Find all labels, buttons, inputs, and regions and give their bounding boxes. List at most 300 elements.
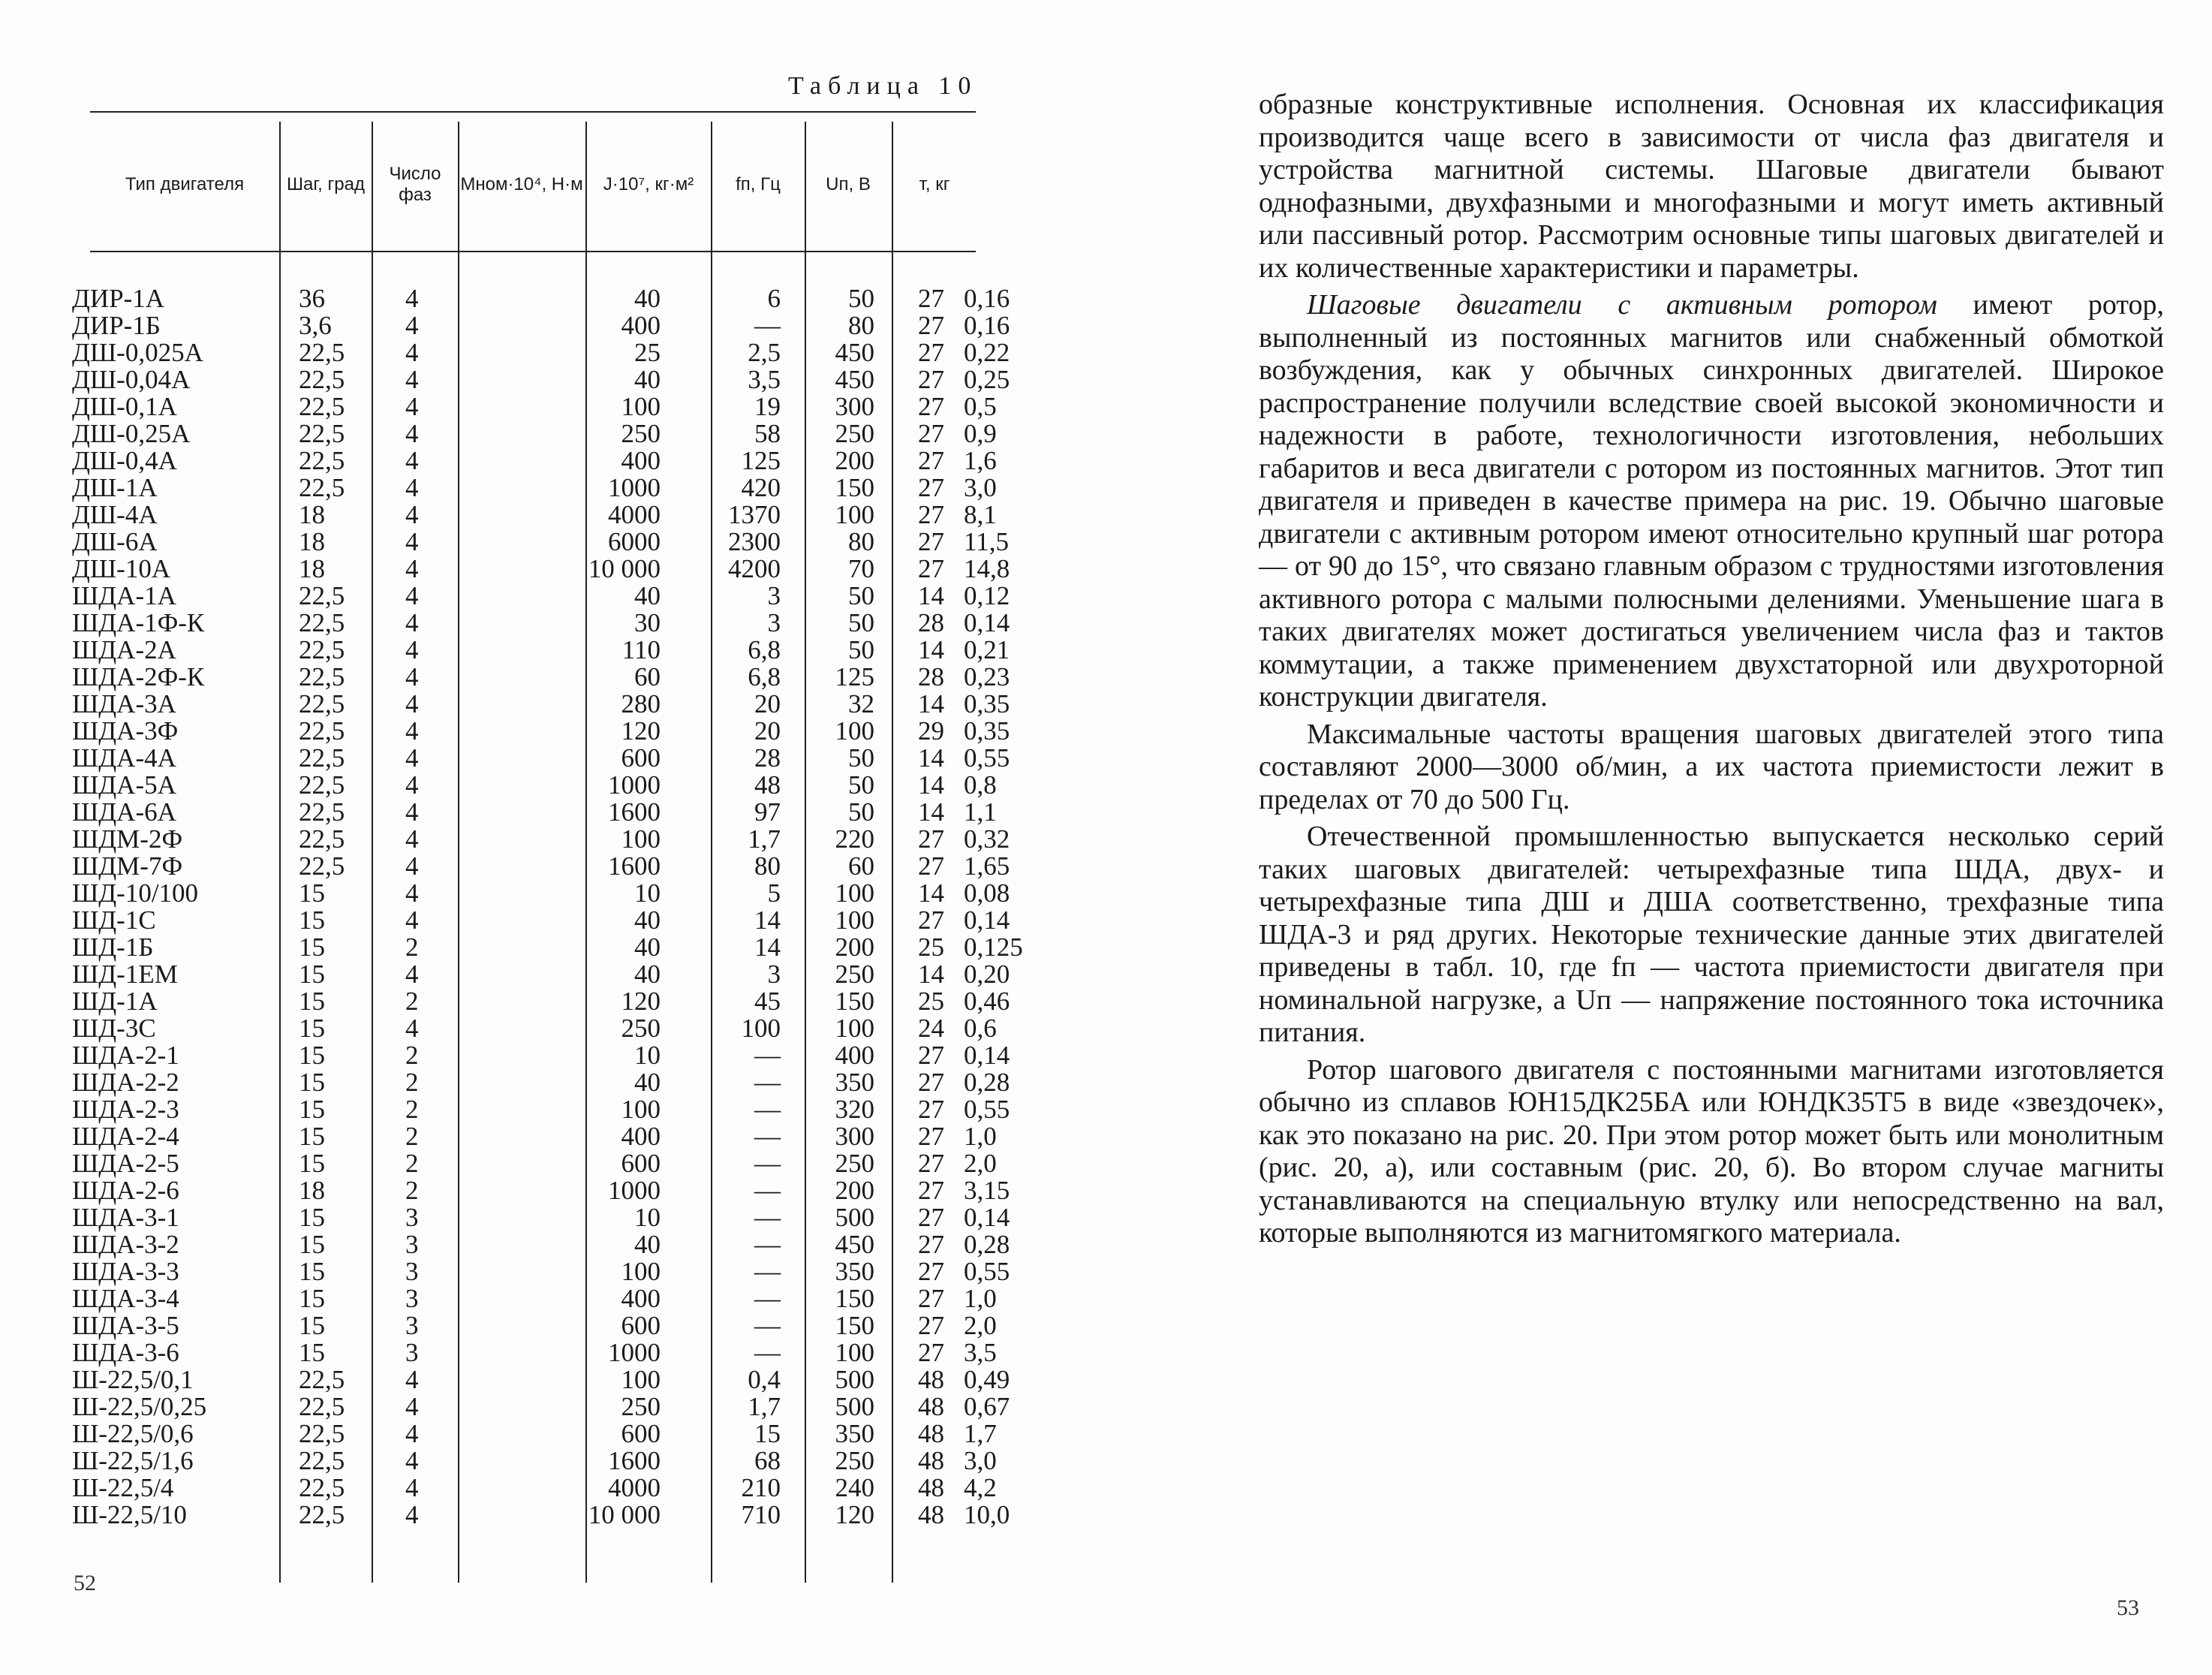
cell-step: 22,5	[299, 1500, 345, 1529]
cell-step: 15	[299, 987, 325, 1016]
cell-phases: 4	[405, 1014, 419, 1043]
cell-frequency: 100	[835, 716, 874, 746]
cell-type: ШДА-3-3	[72, 1257, 179, 1286]
cell-m-nom: 40	[634, 1068, 661, 1097]
cell-phases: 4	[405, 1419, 419, 1448]
cell-inertia: 1370	[728, 500, 781, 529]
cell-mass: 0,46	[964, 987, 1010, 1016]
cell-phases: 3	[405, 1338, 419, 1367]
cell-frequency: 50	[848, 581, 874, 610]
cell-frequency: 450	[835, 1230, 874, 1259]
cell-voltage: 48	[918, 1473, 944, 1502]
cell-voltage: 27	[918, 554, 944, 583]
cell-voltage: 27	[918, 392, 944, 421]
cell-frequency: 350	[835, 1257, 874, 1286]
cell-phases: 4	[405, 338, 419, 367]
cell-phases: 4	[405, 851, 419, 881]
cell-type: ШД-3С	[72, 1014, 156, 1043]
cell-type: ШДА-3-4	[72, 1284, 179, 1313]
cell-phases: 4	[405, 689, 419, 719]
cell-mass: 0,5	[964, 392, 997, 421]
cell-voltage: 27	[918, 1257, 944, 1286]
cell-m-nom: 10	[634, 1041, 661, 1070]
cell-voltage: 48	[918, 1392, 944, 1421]
table-row	[72, 419, 997, 448]
cell-voltage: 27	[918, 1149, 944, 1178]
cell-m-nom: 10	[634, 878, 661, 908]
cell-voltage: 14	[918, 770, 944, 800]
cell-phases: 4	[405, 635, 419, 664]
cell-phases: 4	[405, 1365, 419, 1394]
cell-phases: 4	[405, 581, 419, 610]
cell-mass: 0,28	[964, 1068, 1010, 1097]
cell-m-nom: 1000	[608, 1176, 661, 1205]
cell-type: ДИР-1Б	[72, 311, 161, 340]
cell-mass: 0,16	[964, 284, 1010, 313]
cell-type: ДШ-1А	[72, 473, 158, 502]
cell-frequency: 250	[835, 960, 874, 989]
cell-m-nom: 100	[621, 392, 661, 421]
cell-step: 22,5	[299, 365, 345, 394]
table-row	[72, 1203, 1010, 1232]
cell-step: 22,5	[299, 1392, 345, 1421]
cell-voltage: 27	[918, 1095, 944, 1124]
cell-frequency: 60	[848, 851, 874, 881]
cell-phases: 4	[405, 770, 419, 800]
cell-m-nom: 40	[634, 932, 661, 962]
cell-voltage: 27	[918, 500, 944, 529]
cell-inertia: 710	[741, 1500, 781, 1529]
cell-inertia: —	[754, 1041, 781, 1070]
cell-voltage: 28	[918, 662, 944, 691]
cell-type: Ш-22,5/4	[72, 1473, 174, 1502]
cell-voltage: 27	[918, 446, 944, 475]
cell-type: ШДА-2-6	[72, 1176, 179, 1205]
cell-frequency: 120	[835, 1500, 874, 1529]
header-mass: т, кг	[919, 174, 950, 194]
cell-type: ШДА-2-3	[72, 1095, 179, 1124]
cell-frequency: 50	[848, 797, 874, 827]
cell-frequency: 50	[848, 284, 874, 313]
cell-m-nom: 100	[621, 1257, 661, 1286]
cell-phases: 4	[405, 960, 419, 989]
cell-mass: 14,8	[964, 554, 1010, 583]
cell-m-nom: 120	[621, 987, 661, 1016]
cell-mass: 10,0	[964, 1500, 1010, 1529]
cell-type: ШДА-3А	[72, 689, 176, 719]
cell-phases: 4	[405, 1473, 419, 1502]
table-row	[72, 1446, 997, 1475]
cell-frequency: 500	[835, 1392, 874, 1421]
cell-step: 22,5	[299, 851, 345, 881]
cell-phases: 2	[405, 1068, 419, 1097]
table-row	[72, 635, 1010, 664]
table-row	[72, 960, 1010, 989]
cell-phases: 4	[405, 365, 419, 394]
cell-mass: 0,14	[964, 905, 1010, 935]
cell-m-nom: 25	[634, 338, 661, 367]
cell-voltage: 27	[918, 1203, 944, 1232]
cell-voltage: 27	[918, 851, 944, 881]
table-row	[72, 1041, 1010, 1070]
cell-m-nom: 6000	[608, 527, 661, 556]
cell-frequency: 50	[848, 635, 874, 664]
cell-inertia: 1,7	[748, 1392, 781, 1421]
cell-inertia: 14	[754, 932, 781, 962]
cell-m-nom: 400	[621, 446, 661, 475]
table-row	[72, 932, 1023, 962]
table-row	[72, 1095, 1010, 1124]
cell-inertia: 58	[754, 419, 781, 448]
cell-m-nom: 30	[634, 608, 661, 637]
cell-phases: 4	[405, 554, 419, 583]
cell-mass: 0,25	[964, 365, 1010, 394]
cell-mass: 0,14	[964, 1203, 1010, 1232]
cell-voltage: 27	[918, 527, 944, 556]
cell-step: 3,6	[299, 311, 332, 340]
cell-mass: 0,55	[964, 743, 1010, 773]
cell-step: 22,5	[299, 689, 345, 719]
cell-inertia: —	[754, 1338, 781, 1367]
cell-voltage: 27	[918, 1176, 944, 1205]
table-row	[72, 1500, 1010, 1529]
cell-frequency: 250	[835, 1149, 874, 1178]
cell-inertia: 3	[767, 608, 781, 637]
cell-step: 15	[299, 932, 325, 962]
cell-inertia: —	[754, 1284, 781, 1313]
cell-inertia: 100	[741, 1014, 781, 1043]
cell-type: ДИР-1А	[72, 284, 165, 313]
table-row	[72, 743, 1010, 773]
cell-voltage: 48	[918, 1446, 944, 1475]
cell-mass: 0,28	[964, 1230, 1010, 1259]
cell-inertia: 1,7	[748, 824, 781, 854]
left-page	[0, 0, 1051, 1675]
cell-voltage: 27	[918, 1041, 944, 1070]
cell-phases: 4	[405, 446, 419, 475]
cell-phases: 4	[405, 662, 419, 691]
cell-inertia: 5	[767, 878, 781, 908]
cell-frequency: 80	[848, 527, 874, 556]
table-row	[72, 1176, 1010, 1205]
body-text	[1259, 89, 2164, 1250]
cell-m-nom: 40	[634, 1230, 661, 1259]
cell-frequency: 300	[835, 392, 874, 421]
cell-frequency: 150	[835, 473, 874, 502]
cell-step: 22,5	[299, 770, 345, 800]
cell-inertia: 68	[754, 1446, 781, 1475]
cell-type: ШДА-3-5	[72, 1311, 179, 1340]
cell-step: 22,5	[299, 797, 345, 827]
cell-step: 15	[299, 1311, 325, 1340]
paragraph-4: Отечественной промышленностью выпускается несколько серий таких шаговых двигателей: четырехфазные типа ШДА, двух- и четырехфазные типа ДШ и ДША соответственно, трехфазные типа ШДА-3 и ряд других. Некоторые технические данные этих двигателей приведены в табл. 10, где fп — частота приемистости двигателя при номинальной нагрузке, а Uп — напряжение постоянного тока источника питания.	[1259, 821, 2164, 1048]
cell-step: 22,5	[299, 1365, 345, 1394]
cell-type: ШД-1ЕМ	[72, 960, 178, 989]
cell-voltage: 27	[918, 1230, 944, 1259]
cell-inertia: 420	[741, 473, 781, 502]
table-row	[72, 284, 1010, 313]
cell-type: ШДА-2-4	[72, 1122, 179, 1151]
cell-step: 22,5	[299, 662, 345, 691]
cell-phases: 4	[405, 419, 419, 448]
header-type: Тип двигателя	[125, 174, 245, 194]
cell-voltage: 28	[918, 608, 944, 637]
cell-type: ШДА-3-6	[72, 1338, 179, 1367]
cell-frequency: 100	[835, 905, 874, 935]
cell-inertia: 28	[754, 743, 781, 773]
cell-mass: 3,0	[964, 473, 997, 502]
cell-m-nom: 100	[621, 1365, 661, 1394]
cell-mass: 1,65	[964, 851, 1010, 881]
cell-phases: 3	[405, 1284, 419, 1313]
paragraph-1: образные конструктивные исполнения. Основная их классификация производится чаще всего в зависимости от числа фаз двигателя и устройства магнитной системы. Шаговые двигатели бывают однофазными, двухфазными и многофазными и могут иметь активный или пассивный ротор. Рассмотрим основные типы шаговых двигателей и их количественные характеристики и параметры.	[1259, 89, 2164, 284]
cell-type: Ш-22,5/10	[72, 1500, 187, 1529]
cell-phases: 2	[405, 932, 419, 962]
cell-step: 22,5	[299, 824, 345, 854]
cell-mass: 1,0	[964, 1122, 997, 1151]
cell-voltage: 25	[918, 932, 944, 962]
cell-voltage: 27	[918, 1068, 944, 1097]
cell-m-nom: 600	[621, 1419, 661, 1448]
cell-voltage: 14	[918, 689, 944, 719]
cell-m-nom: 10	[634, 1203, 661, 1232]
cell-m-nom: 10 000	[588, 554, 661, 583]
cell-step: 22,5	[299, 338, 345, 367]
cell-mass: 0,125	[964, 932, 1023, 962]
cell-inertia: 3	[767, 960, 781, 989]
cell-type: ШДА-3-2	[72, 1230, 179, 1259]
cell-frequency: 32	[848, 689, 874, 719]
cell-mass: 1,7	[964, 1419, 997, 1448]
cell-inertia: 15	[754, 1419, 781, 1448]
cell-phases: 4	[405, 797, 419, 827]
cell-inertia: 3	[767, 581, 781, 610]
paragraph-2-italic: Шаговые двигатели с активным ротором	[1307, 289, 1937, 321]
cell-frequency: 240	[835, 1473, 874, 1502]
cell-frequency: 100	[835, 878, 874, 908]
cell-voltage: 27	[918, 1311, 944, 1340]
table-row	[72, 770, 997, 800]
cell-step: 22,5	[299, 419, 345, 448]
cell-step: 18	[299, 1176, 325, 1205]
table-body	[72, 284, 1023, 1529]
cell-type: ДШ-10А	[72, 554, 171, 583]
cell-type: ШДА-2-5	[72, 1149, 179, 1178]
cell-mass: 0,22	[964, 338, 1010, 367]
table-row	[72, 878, 1010, 908]
cell-voltage: 14	[918, 635, 944, 664]
cell-frequency: 50	[848, 608, 874, 637]
table-row	[72, 1122, 997, 1151]
cell-mass: 4,2	[964, 1473, 997, 1502]
cell-m-nom: 250	[621, 1014, 661, 1043]
cell-inertia: 3,5	[748, 365, 781, 394]
cell-m-nom: 40	[634, 905, 661, 935]
cell-step: 22,5	[299, 1473, 345, 1502]
cell-phases: 4	[405, 473, 419, 502]
cell-type: ДШ-6А	[72, 527, 158, 556]
cell-inertia: 45	[754, 987, 781, 1016]
cell-type: ДШ-0,025А	[72, 338, 203, 367]
cell-inertia: 2300	[728, 527, 781, 556]
cell-frequency: 350	[835, 1068, 874, 1097]
cell-inertia: 6,8	[748, 635, 781, 664]
cell-frequency: 400	[835, 1041, 874, 1070]
cell-type: ШДА-4А	[72, 743, 176, 773]
cell-phases: 4	[405, 716, 419, 746]
table-top-rule	[90, 111, 976, 113]
table-row	[72, 1284, 997, 1313]
cell-phases: 4	[405, 500, 419, 529]
cell-mass: 3,0	[964, 1446, 997, 1475]
cell-mass: 0,9	[964, 419, 997, 448]
cell-m-nom: 1000	[608, 473, 661, 502]
cell-step: 22,5	[299, 473, 345, 502]
cell-inertia: 4200	[728, 554, 781, 583]
table-row	[72, 851, 1010, 881]
cell-frequency: 100	[835, 500, 874, 529]
table-row	[72, 446, 997, 475]
cell-phases: 3	[405, 1230, 419, 1259]
header-frequency: fп, Гц	[736, 174, 781, 194]
cell-type: ШДА-6А	[72, 797, 176, 827]
cell-frequency: 150	[835, 987, 874, 1016]
cell-mass: 0,35	[964, 716, 1010, 746]
cell-type: ШДА-2А	[72, 635, 176, 664]
cell-inertia: 14	[754, 905, 781, 935]
cell-voltage: 14	[918, 797, 944, 827]
cell-voltage: 48	[918, 1500, 944, 1529]
cell-inertia: 80	[754, 851, 781, 881]
cell-type: ШД-1С	[72, 905, 156, 935]
cell-voltage: 24	[918, 1014, 944, 1043]
cell-step: 15	[299, 960, 325, 989]
cell-inertia: —	[754, 1311, 781, 1340]
table-row	[72, 1014, 997, 1043]
cell-step: 15	[299, 1149, 325, 1178]
cell-mass: 0,55	[964, 1257, 1010, 1286]
cell-m-nom: 40	[634, 284, 661, 313]
right-page	[1231, 0, 2212, 1675]
cell-mass: 0,21	[964, 635, 1010, 664]
cell-mass: 0,23	[964, 662, 1010, 691]
page-number-left: 52	[74, 1571, 96, 1595]
cell-mass: 0,32	[964, 824, 1010, 854]
cell-frequency: 250	[835, 419, 874, 448]
cell-step: 15	[299, 1014, 325, 1043]
cell-inertia: 6	[767, 284, 781, 313]
cell-inertia: —	[754, 1176, 781, 1205]
cell-m-nom: 1600	[608, 851, 661, 881]
cell-phases: 2	[405, 987, 419, 1016]
cell-voltage: 14	[918, 581, 944, 610]
cell-m-nom: 600	[621, 743, 661, 773]
cell-mass: 0,16	[964, 311, 1010, 340]
cell-voltage: 27	[918, 419, 944, 448]
table-row	[72, 581, 1010, 610]
cell-type: ДШ-0,1А	[72, 392, 177, 421]
table-header-rule	[90, 251, 976, 252]
cell-m-nom: 1600	[608, 797, 661, 827]
cell-step: 15	[299, 1041, 325, 1070]
header-voltage: Uп, В	[826, 174, 871, 194]
cell-step: 15	[299, 1122, 325, 1151]
table-row	[72, 905, 1010, 935]
cell-phases: 2	[405, 1176, 419, 1205]
cell-phases: 3	[405, 1203, 419, 1232]
cell-phases: 4	[405, 392, 419, 421]
cell-step: 22,5	[299, 581, 345, 610]
cell-mass: 0,20	[964, 960, 1010, 989]
cell-step: 22,5	[299, 1446, 345, 1475]
cell-frequency: 450	[835, 365, 874, 394]
cell-frequency: 200	[835, 932, 874, 962]
cell-m-nom: 1000	[608, 1338, 661, 1367]
table-row	[72, 1257, 1010, 1286]
cell-inertia: —	[754, 1230, 781, 1259]
cell-step: 18	[299, 500, 325, 529]
cell-m-nom: 40	[634, 581, 661, 610]
cell-m-nom: 120	[621, 716, 661, 746]
cell-voltage: 48	[918, 1365, 944, 1394]
cell-voltage: 14	[918, 960, 944, 989]
page-number-right: 53	[2117, 1595, 2139, 1620]
cell-type: Ш-22,5/0,6	[72, 1419, 194, 1448]
cell-inertia: 48	[754, 770, 781, 800]
cell-m-nom: 280	[621, 689, 661, 719]
cell-voltage: 27	[918, 1122, 944, 1151]
table-row	[72, 527, 1009, 556]
cell-step: 15	[299, 1230, 325, 1259]
cell-voltage: 27	[918, 365, 944, 394]
header-inertia: J·10⁷, кг·м²	[603, 174, 694, 194]
table-row	[72, 473, 997, 502]
cell-m-nom: 400	[621, 311, 661, 340]
cell-m-nom: 250	[621, 419, 661, 448]
cell-type: ШДМ-2Ф	[72, 824, 183, 854]
cell-m-nom: 100	[621, 1095, 661, 1124]
cell-mass: 3,5	[964, 1338, 997, 1367]
cell-frequency: 80	[848, 311, 874, 340]
cell-inertia: 19	[754, 392, 781, 421]
cell-voltage: 27	[918, 1338, 944, 1367]
cell-inertia: 6,8	[748, 662, 781, 691]
table-row	[72, 1230, 1010, 1259]
cell-phases: 2	[405, 1041, 419, 1070]
cell-m-nom: 40	[634, 960, 661, 989]
cell-phases: 4	[405, 824, 419, 854]
cell-inertia: —	[754, 1068, 781, 1097]
cell-step: 18	[299, 527, 325, 556]
cell-inertia: —	[754, 1122, 781, 1151]
cell-m-nom: 10 000	[588, 1500, 661, 1529]
cell-voltage: 14	[918, 878, 944, 908]
cell-step: 36	[299, 284, 325, 313]
cell-frequency: 450	[835, 338, 874, 367]
cell-inertia: 20	[754, 716, 781, 746]
cell-inertia: 20	[754, 689, 781, 719]
table-row	[72, 1473, 997, 1502]
cell-inertia: —	[754, 1095, 781, 1124]
cell-voltage: 27	[918, 824, 944, 854]
cell-step: 22,5	[299, 635, 345, 664]
cell-frequency: 100	[835, 1014, 874, 1043]
cell-type: ШДМ-7Ф	[72, 851, 183, 881]
cell-phases: 4	[405, 905, 419, 935]
table-row	[72, 1149, 997, 1178]
cell-phases: 3	[405, 1311, 419, 1340]
cell-mass: 0,14	[964, 1041, 1010, 1070]
